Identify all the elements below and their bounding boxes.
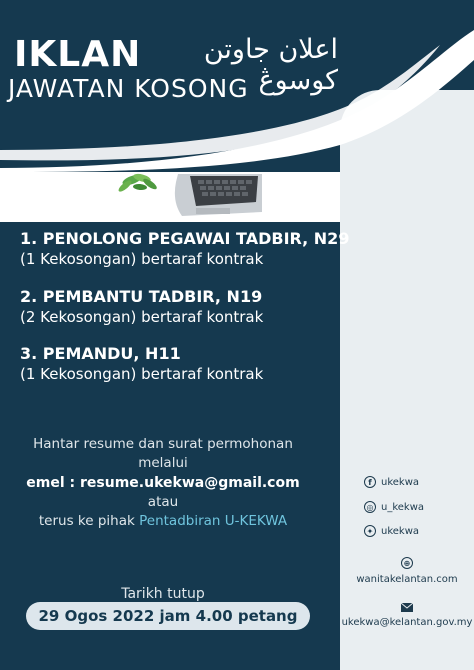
twitter-handle: ukekwa — [381, 525, 420, 537]
deadline-label: Tarikh tutup — [121, 586, 205, 602]
job-item-3 — [20, 344, 263, 383]
mail-icon — [401, 603, 413, 612]
job-title: 2. PEMBANTU TADBIR, N19 — [20, 287, 263, 306]
laptop-icon — [175, 174, 262, 216]
title-jawi: اعلان جاوتن كوسوڠ — [203, 34, 338, 96]
desk-illustration — [0, 172, 340, 222]
website-url: wanitakelantan.com — [356, 574, 458, 585]
social-facebook[interactable] — [364, 476, 419, 488]
job-detail: (2 Kekosongan) bertaraf kontrak — [20, 308, 264, 326]
application-line-3-accent: Pentadbiran U-KEKWA — [139, 513, 288, 529]
application-line-1: Hantar resume dan surat permohonan — [33, 436, 293, 452]
job-detail: (1 Kekosongan) bertaraf kontrak — [20, 365, 264, 383]
application-line-3 — [0, 513, 326, 529]
email-address: ukekwa@kelantan.gov.my — [341, 617, 473, 628]
social-twitter[interactable] — [364, 525, 419, 537]
social-instagram[interactable] — [364, 501, 424, 513]
application-or: atau — [147, 494, 179, 510]
globe-icon: ⊕ — [401, 557, 413, 569]
application-line-2: melalui — [138, 455, 188, 471]
application-line-3-prefix: terus ke pihak — [38, 513, 135, 529]
desk-image-strip — [0, 172, 340, 222]
deadline-date: 29 Ogos 2022 jam 4.00 petang — [38, 607, 298, 625]
social-email[interactable] — [340, 603, 474, 628]
plant-icon — [117, 172, 158, 193]
instagram-icon: ◎ — [364, 501, 376, 513]
facebook-handle: ukekwa — [381, 476, 420, 488]
social-website[interactable] — [340, 557, 474, 585]
title-jawatan-kosong: JAWATAN KOSONG — [8, 74, 249, 103]
application-email[interactable]: emel : resume.ukekwa@gmail.com — [26, 475, 300, 491]
job-title: 3. PEMANDU, H11 — [20, 344, 181, 363]
job-item-1 — [20, 229, 349, 268]
job-title: 1. PENOLONG PEGAWAI TADBIR, N29 — [20, 229, 350, 248]
title-iklan: IKLAN — [14, 34, 142, 75]
job-detail: (1 Kekosongan) bertaraf kontrak — [20, 250, 264, 268]
facebook-icon: f — [364, 476, 376, 488]
twitter-icon: ✦ — [364, 525, 376, 537]
instagram-handle: u_kekwa — [381, 501, 425, 513]
job-item-2 — [20, 287, 263, 326]
deadline-pill — [26, 602, 310, 630]
